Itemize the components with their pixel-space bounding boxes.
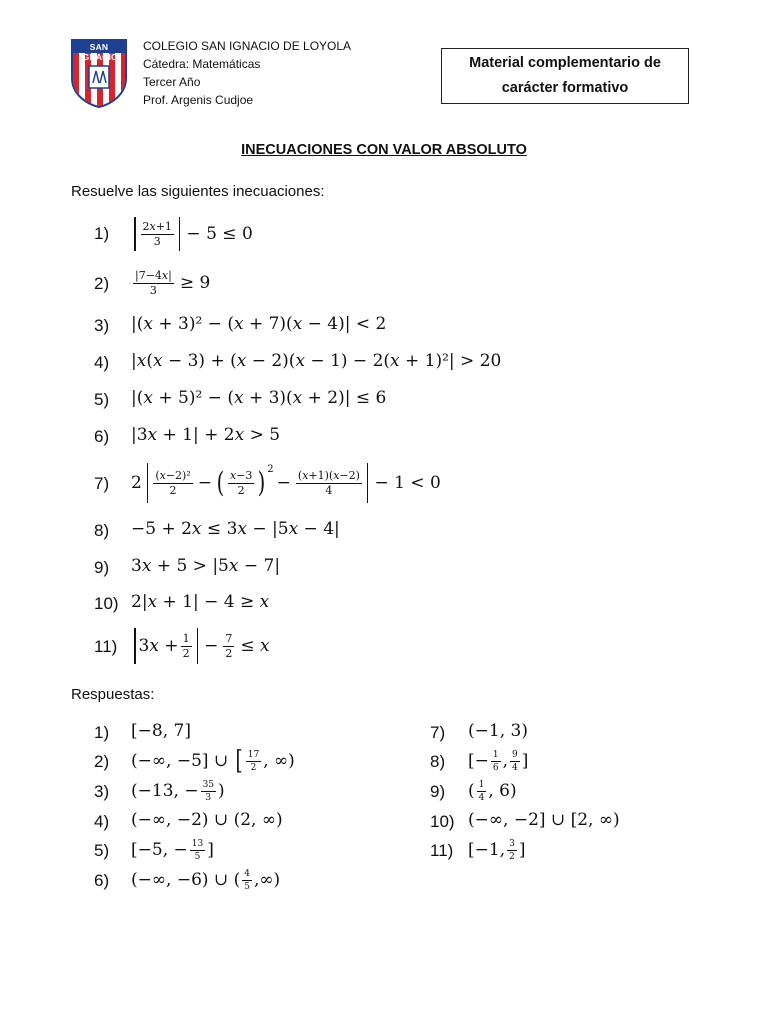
fraction: $\frac{\text{2𝑥+1}}{3}$ — [142, 219, 172, 248]
abs-bar — [197, 628, 199, 664]
fraction: $\frac{7}{2}$ — [225, 631, 233, 660]
abs-bar — [367, 463, 369, 503]
exercise-6-expression: |3𝑥 + 1| + 2𝑥 > 5 — [131, 425, 281, 445]
instruction-text: Resuelve las siguientes inecuaciones: — [71, 183, 325, 200]
exercise-number: 5) — [94, 390, 110, 409]
answer-8: [− $\frac{1}{6}$ , $\frac{9}{4}$ ] — [468, 749, 529, 773]
answer-2: (−∞, −5] ∪ [ $\frac{17}{2}$ , ∞) — [131, 746, 295, 776]
fraction: $\frac{1}{6}$ — [492, 749, 499, 773]
logo-text: SAN IGNACIO — [80, 42, 118, 62]
school-name: COLEGIO SAN IGNACIO DE LOYOLA — [143, 39, 352, 53]
answer-7: (−1, 3) — [468, 721, 528, 741]
material-box — [441, 48, 689, 104]
page-title: INECUACIONES CON VALOR ABSOLUTO — [241, 142, 527, 158]
exercise-number: 1) — [94, 224, 110, 243]
material-box-line2: carácter formativo — [501, 80, 629, 96]
fraction: $\frac{1}{2}$ — [182, 631, 190, 660]
fraction: $\frac{\text{𝑥−3}}{2}$ — [229, 468, 253, 497]
exercise-number: 7) — [94, 474, 110, 493]
answer-1: [−8, 7] — [131, 721, 191, 741]
abs-bar — [147, 463, 149, 503]
exercise-number: 10) — [94, 594, 119, 613]
fraction: $\frac{\text{(𝑥+1)(𝑥−2)}}{4}$ — [297, 468, 360, 497]
answer-number: 3) — [94, 782, 110, 801]
fraction: $\frac{4}{5}$ — [244, 868, 250, 892]
answer-number: 11) — [430, 841, 454, 860]
teacher-line: Prof. Argenis Cudjoe — [143, 93, 254, 107]
abs-bar — [134, 628, 136, 664]
exercise-number: 11) — [94, 637, 118, 656]
answer-number: 2) — [94, 752, 110, 771]
answer-9: ( $\frac{1}{4}$ , 6) — [468, 779, 517, 803]
answers-label: Respuestas: — [71, 686, 155, 703]
answer-11: [−1, $\frac{3}{2}$ ] — [468, 838, 526, 862]
exercise-7-expression: 2 $\frac{\text{(𝑥−2)²}}{2}$ − ( $\frac{\text{𝑥−3}}{2}$ ) 2 − $\frac{\text{(𝑥+1)(𝑥−2)}}{4}$ − 1 < 0 — [131, 462, 441, 504]
fraction: $\frac{17}{2}$ — [247, 749, 260, 773]
answer-number: 4) — [94, 812, 110, 831]
school-info — [143, 37, 351, 109]
exercise-number: 3) — [94, 316, 110, 335]
exercise-number: 6) — [94, 427, 110, 446]
answer-number: 5) — [94, 841, 110, 860]
answer-number: 10) — [430, 812, 455, 831]
exercise-11-expression: 3𝑥 + $\frac{1}{2}$ − $\frac{7}{2}$ ≤ 𝑥 — [131, 627, 270, 665]
fraction: $\frac{35}{3}$ — [202, 779, 215, 803]
answer-number: 1) — [94, 723, 110, 742]
exercise-number: 4) — [94, 353, 110, 372]
fraction: $\frac{\text{(𝑥−2)²}}{2}$ — [155, 468, 191, 497]
exercise-10-expression: 2|𝑥 + 1| − 4 ≥ 𝑥 — [131, 592, 270, 612]
abs-bar — [134, 217, 136, 251]
exercise-1-expression: $\frac{\text{2𝑥+1}}{3}$ − 5 ≤ 0 — [131, 216, 253, 252]
answer-number: 8) — [430, 752, 446, 771]
answer-10: (−∞, −2] ∪ [2, ∞) — [468, 810, 620, 830]
exercise-5-expression: |(𝑥 + 5)² − (𝑥 + 3)(𝑥 + 2)| ≤ 6 — [131, 388, 387, 408]
fraction: $\frac{13}{5}$ — [191, 838, 204, 862]
fraction: $\frac{\text{|7−4𝑥|}}{3}$ — [135, 268, 172, 297]
answer-number: 6) — [94, 871, 110, 890]
material-box-line1: Material complementario de — [469, 55, 661, 71]
grade-line: Tercer Año — [143, 75, 201, 89]
exercise-3-expression: |(𝑥 + 3)² − (𝑥 + 7)(𝑥 − 4)| < 2 — [131, 314, 387, 334]
fraction: $\frac{9}{4}$ — [512, 749, 518, 773]
fraction: $\frac{3}{2}$ — [509, 838, 515, 862]
exercise-8-expression: −5 + 2𝑥 ≤ 3𝑥 − |5𝑥 − 4| — [131, 519, 340, 539]
abs-bar — [179, 217, 181, 251]
answer-6: (−∞, −6) ∪ ( $\frac{4}{5}$ ,∞) — [131, 868, 281, 892]
exercise-number: 2) — [94, 274, 110, 293]
answer-3: (−13, − $\frac{35}{3}$ ) — [131, 779, 225, 803]
answer-number: 7) — [430, 723, 446, 742]
answer-number: 9) — [430, 782, 446, 801]
exercise-4-expression: |𝑥(𝑥 − 3) + (𝑥 − 2)(𝑥 − 1) − 2(𝑥 + 1)²| > 20 — [131, 351, 502, 371]
exercise-2-expression: $\frac{\text{|7−4𝑥|}}{3}$ ≥ 9 — [135, 268, 211, 297]
exercise-number: 8) — [94, 521, 110, 540]
fraction: $\frac{1}{4}$ — [478, 779, 485, 803]
school-logo — [70, 38, 128, 108]
exercise-number: 9) — [94, 558, 110, 577]
answer-5: [−5, − $\frac{13}{5}$ ] — [131, 838, 214, 862]
subject-line: Cátedra: Matemáticas — [143, 57, 261, 71]
exercise-9-expression: 3𝑥 + 5 > |5𝑥 − 7| — [131, 556, 281, 576]
answer-4: (−∞, −2) ∪ (2, ∞) — [131, 810, 283, 830]
